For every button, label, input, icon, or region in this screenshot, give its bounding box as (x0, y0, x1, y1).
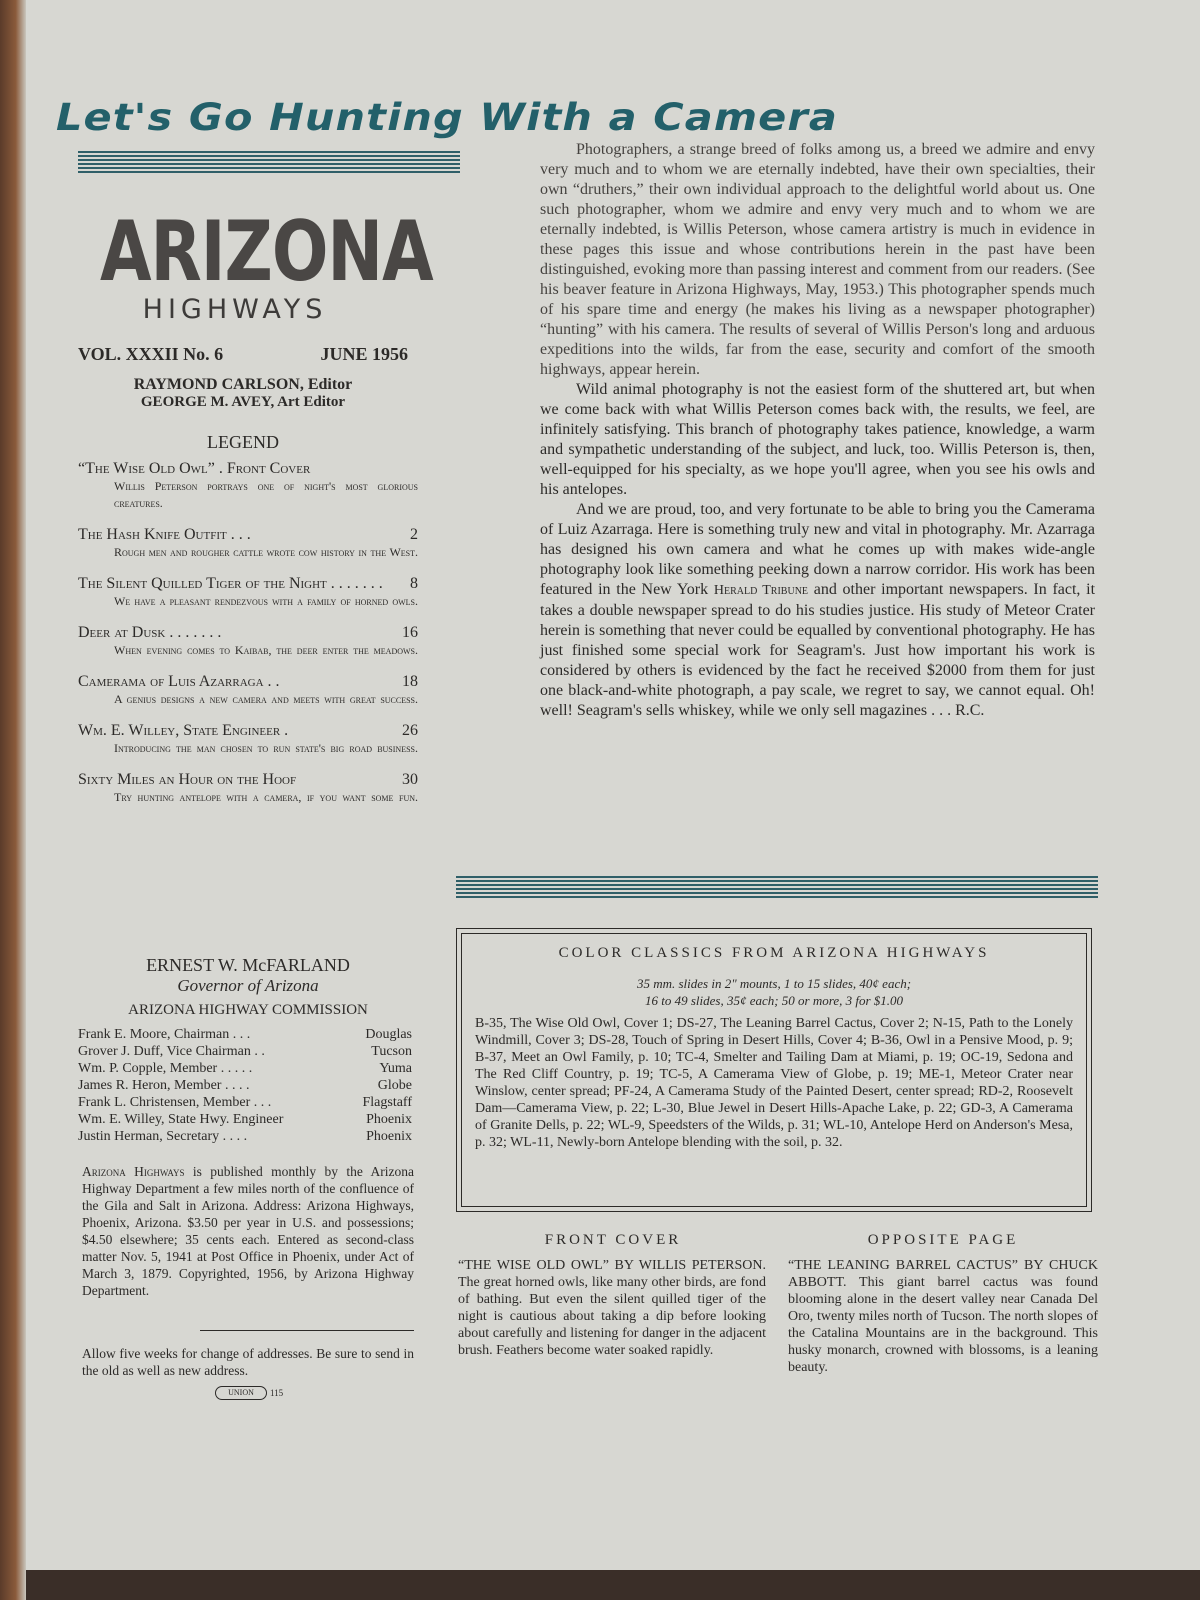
front-cover-lead: “THE WISE OLD OWL” BY WILLIS PETERSON. (458, 1258, 766, 1273)
publication-text: is published monthly by the Arizona Highway Department a few miles north of the confluence of the Gila and Salt in Arizona. Address: Arizona Highways, Phoenix, Arizona. $3.50 per year in U.S. and possessions; $4.50 elsewhere; 35 cents each. Entered as second-class matter Nov. 5, 1941 at Post Office in Phoenix, under Act of March 3, 1879. Copyrighted, 1956, by Arizona Highway Department. (82, 1164, 415, 1298)
member-name: James R. Heron, Member . . . . (78, 1078, 250, 1093)
front-cover-caption (458, 1257, 766, 1359)
issue-line (78, 344, 408, 365)
member-row (78, 1128, 412, 1145)
member-name: Wm. E. Willey, State Hwy. Engineer (78, 1112, 284, 1127)
commission-heading: ARIZONA HIGHWAY COMMISSION (128, 1002, 368, 1018)
editorial-paragraph: Photographers, a strange breed of folks among us, a breed we admire and envy very much and to whom we are eternally indebted, have their own specialties, their own “druthers,” their own individual approach to the delightful world about us. One such photographer, whom we admire and envy very much and to whom we are eternally indebted, is Willis Peterson, whose camera artistry is much in evidence in these pages this issue and whose contributions herein in the past have been distinguished, evoking more than passing interest and comment from our readers. (See his beaver feature in Arizona Highways, May, 1953.) This photographer spends much of his spare time and energy (he makes his living as a newspaper photographer) “hunting” with his camera. The results of several of Willis Person's long and arduous expeditions into the wilds, far from the ease, security and comfort of the smooth highways, appear herein. (540, 141, 1095, 378)
member-city: Globe (377, 1078, 412, 1093)
toc-page: 8 (410, 575, 418, 592)
editorial-column (540, 140, 1095, 721)
pricing-line: 35 mm. slides in 2" mounts, 1 to 15 slides, 40¢ each; (636, 976, 912, 991)
toc-page: 30 (402, 771, 418, 788)
editor-credit: RAYMOND CARLSON, Editor (133, 376, 353, 393)
union-label-number: 115 (270, 1388, 284, 1398)
toc-page: 26 (402, 722, 418, 739)
toc-description: When evening comes to Kaibab, the deer enter the meadows. (114, 643, 418, 657)
front-cover-text: The great horned owls, like many other birds, are fond of bathing. But even the silent quilled tiger of the night is cautious about taking a dip before looking about carefully and listening for danger in the adjacent brush. Feathers become water soaked rapidly. (458, 1275, 766, 1358)
logo-highways: HIGHWAYS (142, 294, 328, 325)
table-of-contents (78, 460, 418, 820)
toc-title: Deer at Dusk . . . . . . . (78, 624, 222, 641)
art-editor-credit: GEORGE M. AVEY, Art Editor (140, 394, 346, 410)
member-city: Phoenix (366, 1112, 412, 1127)
toc-title: The Hash Knife Outfit . . . (78, 526, 251, 543)
member-city: Phoenix (366, 1129, 412, 1144)
front-cover-heading: FRONT COVER (544, 1232, 682, 1248)
union-label-icon: UNION (215, 1386, 267, 1400)
editorial-text: and other important newspapers. In fact, it takes a double newspaper spread to do his studies justice. His study of Meteor Crater herein is something that never could be equalled by conventional photography. He has just finished some special work for Seagram's. Just how important his work is considered by others is evidenced by the fact he received $2000 from them for just one black-and-white photograph, a pay scale, we regret to say, we cannot equal. Oh! well! Seagram's sells whiskey, while we only sell magazines . . . R.C. (540, 581, 1096, 719)
editorial-text: And we are proud, too, and very fortunate to be able to bring you the Camerama of Luiz Azarraga. Here is something truly new and vital in photography. Mr. Azarraga has designed his own camera and what he comes up with makes wide-angle photography look like something peeking down a narrow corridor. His work has been featured in the New York (540, 501, 1095, 598)
pricing-line: 16 to 49 slides, 35¢ each; 50 or more, 3 for $1.00 (644, 993, 904, 1008)
publication-notice (82, 1163, 414, 1299)
toc-description: We have a pleasant rendezvous with a family of horned owls. (114, 594, 418, 608)
member-name: Frank E. Moore, Chairman . . . (78, 1027, 251, 1042)
member-row (78, 1043, 412, 1060)
color-classics-pricing (457, 975, 1091, 1009)
toc-title: Wm. E. Willey, State Engineer . (78, 722, 289, 739)
toc-description: A genius designs a new camera and meets with great success. (114, 692, 418, 706)
member-row (78, 1077, 412, 1094)
toc-item[interactable] (78, 722, 418, 757)
member-name: Frank L. Christensen, Member . . . (78, 1095, 272, 1110)
publication-name: Arizona Highways (82, 1164, 185, 1179)
address-change-notice: Allow five weeks for change of addresses. Be sure to send in the old as well as new address. (82, 1346, 414, 1378)
binding-edge (0, 0, 26, 1600)
toc-description: Willis Peterson portrays one of night's most glorious creatures. (114, 479, 418, 510)
commission-members (78, 1026, 412, 1145)
color-classics-list: B-35, The Wise Old Owl, Cover 1; DS-27, The Leaning Barrel Cactus, Cover 2; N-15, Path to the Lonely Windmill, Cover 3; DS-28, Touch of Spring in Desert Hills, Cover 4; B-36, Owl in a Pensive Mood, p. 9; B-37, Meet an Owl Family, p. 10; TC-4, Smelter and Tailing Dam at Miami, p. 19; OC-19, Sedona and The Red Cliff Country, p. 19; TC-5, A Camerama View of Globe, p. 19; ME-1, Meteor Crater near Winslow, center spread; PF-24, A Camerama Study of the Painted Desert, center spread; RD-2, Roosevelt Dam—Camerama View, p. 22; L-30, Blue Jewel in Desert Hills-Apache Lake, p. 22; GD-3, A Camerama of Granite Dells, p. 22; WL-9, Speedsters of the Wilds, p. 31; WL-10, Antelope Herd on Anderson's Mesa, p. 32; WL-11, Newly-born Antelope blending with the soil, p. 32. (475, 1016, 1073, 1150)
legend-heading: LEGEND (207, 432, 279, 452)
member-city: Douglas (365, 1027, 412, 1042)
member-row (78, 1026, 412, 1043)
toc-title: Camerama of Luis Azarraga . . (78, 673, 280, 690)
toc-page: 2 (410, 526, 418, 543)
governor-block (78, 955, 418, 1019)
issue-volume: VOL. XXXII No. 6 (78, 344, 224, 364)
opposite-page-heading: OPPOSITE PAGE (867, 1232, 1019, 1248)
logo-arizona: ARIZONA (100, 203, 433, 301)
opposite-page-text: This giant barrel cactus was found blooming alone in the desert valley near Canada Del Oro, twenty miles north of Tucson. The north slopes of the Catalina Mountains are in the background. This husky monarch, crowned with blossoms, is a leaning beauty. (788, 1275, 1098, 1375)
toc-title: Sixty Miles an Hour on the Hoof (78, 771, 297, 788)
editorial-paragraph (540, 500, 1095, 721)
toc-description: Rough men and rougher cattle wrote cow history in the West. (114, 545, 418, 559)
opposite-page-caption (788, 1257, 1098, 1376)
toc-item[interactable] (78, 575, 418, 610)
member-name: Justin Herman, Secretary . . . . (78, 1129, 248, 1144)
staff-credits (78, 376, 408, 411)
toc-item[interactable] (78, 624, 418, 659)
member-row (78, 1094, 412, 1111)
member-city: Tucson (371, 1044, 412, 1059)
decorative-rule-top-left (78, 151, 460, 173)
toc-page: 16 (402, 624, 418, 641)
color-classics-heading: COLOR CLASSICS FROM ARIZONA HIGHWAYS (558, 945, 990, 961)
toc-item[interactable] (78, 673, 418, 708)
member-city: Flagstaff (362, 1095, 412, 1110)
toc-description: Introducing the man chosen to run state's big road business. (114, 741, 418, 755)
governor-title: Governor of Arizona (177, 976, 319, 995)
toc-description: Try hunting antelope with a camera, if you want some fun. (114, 790, 418, 804)
masthead-logo (100, 203, 433, 325)
toc-item[interactable] (78, 460, 418, 512)
page-headline: Let's Go Hunting With a Camera (56, 96, 839, 139)
toc-item[interactable] (78, 526, 418, 561)
member-name: Wm. P. Copple, Member . . . . . (78, 1061, 253, 1076)
toc-item[interactable] (78, 771, 418, 806)
member-row (78, 1111, 412, 1128)
governor-name: ERNEST W. McFARLAND (146, 955, 350, 975)
newspaper-name: Herald Tribune (713, 583, 809, 598)
member-city: Yuma (379, 1061, 412, 1076)
member-row (78, 1060, 412, 1077)
toc-page: 18 (402, 673, 418, 690)
issue-date: JUNE 1956 (320, 344, 408, 364)
toc-title: “The Wise Old Owl” . Front Cover (78, 460, 311, 477)
color-classics-box (456, 928, 1092, 1212)
decorative-rule-middle-right (456, 876, 1098, 898)
opposite-page-lead: “THE LEANING BARREL CACTUS” BY CHUCK ABBOTT. (788, 1258, 1098, 1290)
editorial-paragraph: Wild animal photography is not the easiest form of the shuttered art, but when we come back with what Willis Peterson comes back with, the results, we feel, are infinitely satisfying. This branch of photography takes patience, knowledge, a warm and sympathetic understanding of the subject, and luck, too. Willis Peterson is, then, well-equipped for his specialty, as we hope you'll agree, when you see his owls and his antelopes. (540, 381, 1095, 498)
divider (200, 1330, 414, 1331)
member-name: Grover J. Duff, Vice Chairman . . (78, 1044, 265, 1059)
toc-title: The Silent Quilled Tiger of the Night . . . . . . . (78, 575, 383, 592)
